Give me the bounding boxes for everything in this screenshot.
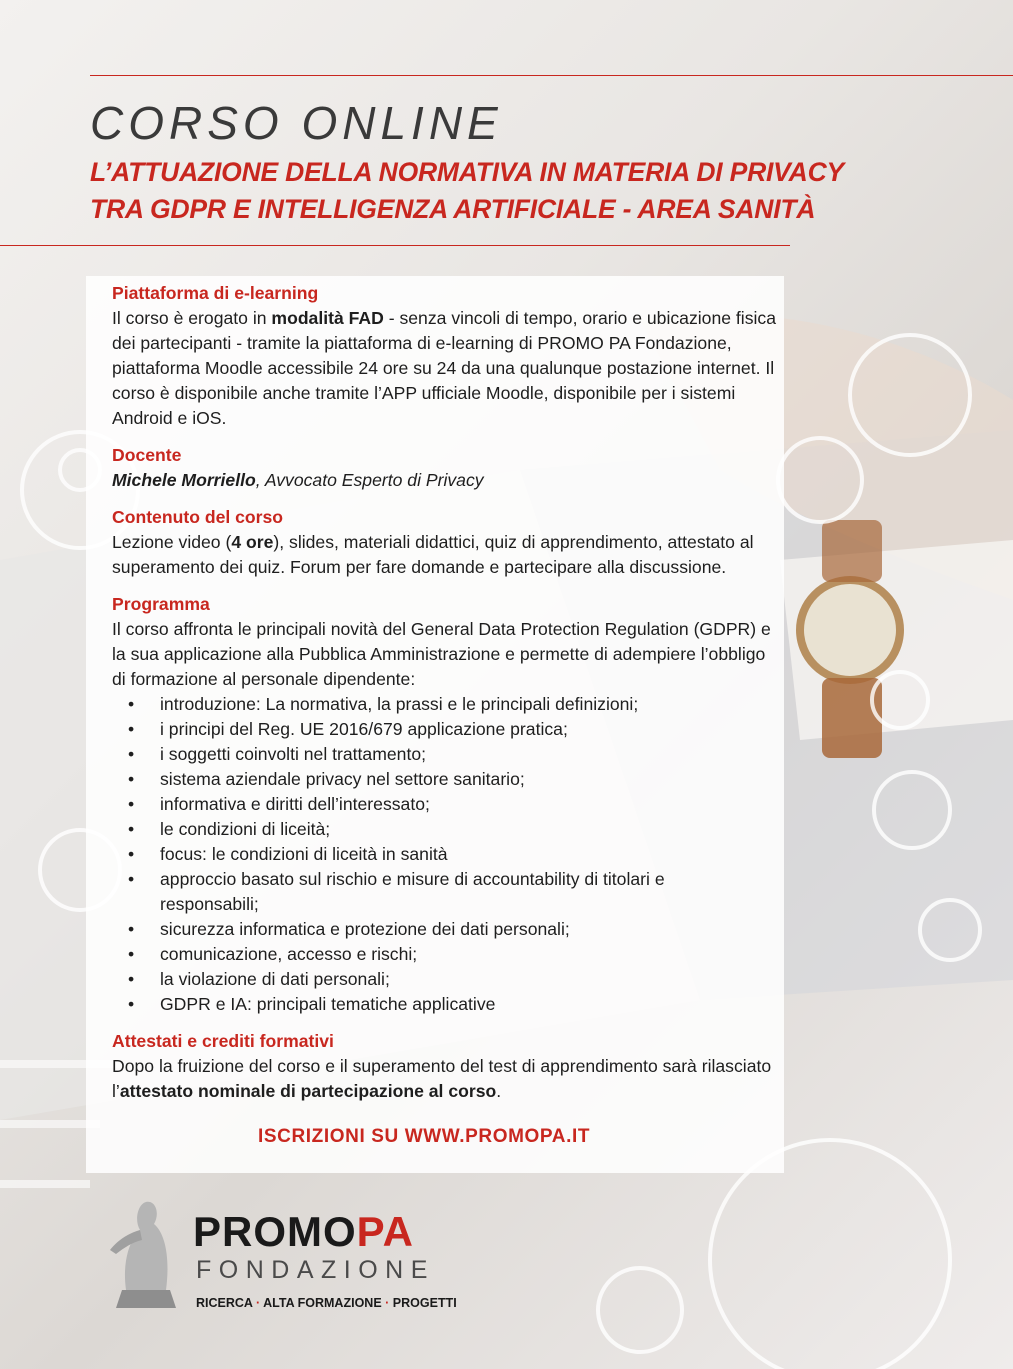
top-rule	[90, 75, 1013, 76]
list-item: • le condizioni di liceità;	[112, 817, 777, 842]
title-rule	[0, 245, 790, 246]
tagline-part: RICERCA	[196, 1296, 253, 1310]
registration-link[interactable]: ISCRIZIONI SU WWW.PROMOPA.IT	[258, 1126, 591, 1147]
list-item: • i soggetti coinvolti nel trattamento;	[112, 742, 777, 767]
list-item: • GDPR e IA: principali tematiche applicative	[112, 992, 777, 1017]
tagline-part: ALTA FORMAZIONE	[263, 1296, 382, 1310]
docente-role: , Avvocato Esperto di Privacy	[255, 470, 484, 490]
list-item: • sistema aziendale privacy nel settore sanitario;	[112, 767, 777, 792]
section-heading: Attestati e crediti formativi	[112, 1031, 334, 1051]
course-title-line-1: L’ATTUAZIONE DELLA NORMATIVA IN MATERIA DI PRIVACY	[90, 157, 845, 187]
tagline-dot: ·	[385, 1296, 390, 1310]
course-kicker: CORSO ONLINE	[90, 97, 503, 149]
docente-name: Michele Morriello	[112, 470, 256, 490]
watch-icon	[800, 580, 900, 680]
tagline-part: PROGETTI	[392, 1296, 457, 1310]
list-item: • informativa e diritti dell’interessato;	[112, 792, 777, 817]
programma-intro: Il corso affronta le principali novità del General Data Protection Regulation (GDPR) e la sua applicazione alla Pubblica Amministrazione e permette di adempiere l’obbligo di formazione al personale dipendente:	[112, 619, 771, 689]
section-heading: Docente	[112, 445, 182, 465]
section-attestati	[112, 1029, 777, 1104]
docente-line	[112, 468, 777, 493]
body-text: ), slides, materiali didattici, quiz di apprendimento, attestato al superamento dei quiz. Forum per fare domande e partecipare alla discussione.	[112, 532, 754, 577]
list-item: • focus: le condizioni di liceità in sanità	[112, 842, 777, 867]
body-text: Il corso è erogato in	[112, 308, 272, 328]
body-text-bold: modalità FAD	[271, 308, 384, 328]
section-heading: Contenuto del corso	[112, 507, 284, 527]
list-item: • i principi del Reg. UE 2016/679 applicazione pratica;	[112, 717, 777, 742]
body-text: Lezione video (	[112, 532, 232, 552]
list-item: • sicurezza informatica e protezione dei dati personali;	[112, 917, 777, 942]
tagline-dot: ·	[255, 1296, 261, 1310]
list-item: • approccio basato sul rischio e misure di accountability di titolari e responsabili;	[112, 867, 777, 917]
section-heading: Programma	[112, 594, 210, 614]
section-docente	[112, 443, 777, 493]
section-piattaforma	[112, 281, 777, 431]
list-item: • la violazione di dati personali;	[112, 967, 777, 992]
logo-tagline	[196, 1296, 457, 1310]
logo-promo: PROMO	[193, 1208, 357, 1255]
list-item: • comunicazione, accesso e rischi;	[112, 942, 777, 967]
list-item: • introduzione: La normativa, la prassi e le principali definizioni;	[112, 692, 777, 717]
section-heading: Piattaforma di e-learning	[112, 283, 319, 303]
course-title-line-2: TRA GDPR E INTELLIGENZA ARTIFICIALE - AREA SANITÀ	[90, 194, 816, 224]
statue-logo-icon	[86, 1190, 196, 1310]
body-text: - senza vincoli di tempo, orario e ubicazione fisica dei partecipanti - tramite la piattaforma di e-learning di PROMO PA Fondazione, piattaforma Moodle accessibile 24 ore su 24 da una qualunque postazione internet. Il corso è disponibile anche tramite l’APP ufficiale Moodle, disponibile per i sistemi Android e iOS.	[112, 308, 776, 428]
section-programma	[112, 592, 777, 1017]
logo-fondazione: FONDAZIONE	[196, 1256, 435, 1284]
body-text-bold: 4 ore	[231, 532, 274, 552]
course-details	[112, 281, 777, 1116]
body-text: Dopo la fruizione del corso e il superamento del test di apprendimento sarà rilasciato l’	[112, 1056, 772, 1101]
programma-list	[112, 692, 777, 1017]
body-text: .	[496, 1081, 502, 1101]
logo-pa: PA	[356, 1208, 414, 1255]
logo-wordmark	[193, 1210, 414, 1254]
body-text-bold: attestato nominale di partecipazione al corso	[119, 1081, 497, 1101]
section-contenuto	[112, 505, 777, 580]
section-body	[112, 530, 777, 580]
section-body	[112, 306, 777, 431]
section-body	[112, 1054, 777, 1104]
